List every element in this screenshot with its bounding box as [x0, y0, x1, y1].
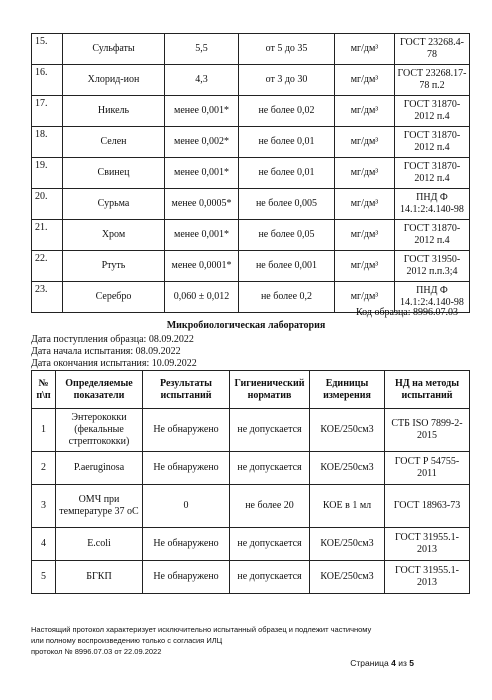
cell-method: ГОСТ 18963-73	[385, 485, 470, 528]
cell-norm: не более 0,2	[239, 282, 335, 313]
table-header-row	[32, 371, 470, 409]
cell-unit: мг/дм³	[335, 220, 395, 251]
cell-result: Не обнаружено	[143, 452, 230, 485]
chemical-results-table	[31, 33, 470, 313]
cell-name: Хлорид-ион	[63, 65, 165, 96]
microbiology-results-table	[31, 370, 470, 594]
cell-result: 0	[143, 485, 230, 528]
table-row	[32, 158, 470, 189]
cell-num: 22.	[32, 251, 63, 282]
cell-num: 1	[32, 409, 56, 452]
cell-name: Никель	[63, 96, 165, 127]
cell-num: 20.	[32, 189, 63, 220]
cell-unit: мг/дм³	[335, 96, 395, 127]
page-total: 5	[409, 658, 414, 668]
cell-result: менее 0,002*	[165, 127, 239, 158]
lab-title: Микробиологическая лаборатория	[166, 320, 326, 331]
footer-note	[31, 624, 371, 657]
cell-unit: мг/дм³	[335, 34, 395, 65]
cell-norm: не более 0,001	[239, 251, 335, 282]
date-end: Дата окончания испытания: 10.09.2022	[31, 358, 197, 369]
table-row	[32, 34, 470, 65]
cell-result: 0,060 ± 0,012	[165, 282, 239, 313]
table-row	[32, 452, 470, 485]
footer-line: Настоящий протокол характеризует исключительно испытанный образец и подлежит частичному	[31, 625, 372, 634]
page-of: из	[398, 658, 407, 668]
table-row	[32, 220, 470, 251]
cell-name: Хром	[63, 220, 165, 251]
cell-num: 3	[32, 485, 56, 528]
cell-norm: от 5 до 35	[239, 34, 335, 65]
table-row	[32, 528, 470, 561]
page-number	[350, 658, 414, 668]
cell-norm: не допускается	[230, 561, 310, 594]
cell-result: Не обнаружено	[143, 409, 230, 452]
cell-norm: не более 0,005	[239, 189, 335, 220]
cell-num: 4	[32, 528, 56, 561]
table-row	[32, 409, 470, 452]
footer-line: протокол № 8996.07.03 от 22.09.2022	[31, 647, 162, 656]
cell-unit: мг/дм³	[335, 282, 395, 313]
footer-line: или полному воспроизведению только с согласия ИЛЦ	[31, 636, 223, 645]
cell-std: ГОСТ 31870-2012 п.4	[395, 158, 470, 189]
cell-name: E.coli	[56, 528, 143, 561]
cell-result: 4,3	[165, 65, 239, 96]
table-row	[32, 189, 470, 220]
cell-result: 5,5	[165, 34, 239, 65]
cell-unit: мг/дм³	[335, 251, 395, 282]
cell-name: Сурьма	[63, 189, 165, 220]
cell-norm: не допускается	[230, 409, 310, 452]
page-label: Страница	[350, 658, 389, 668]
cell-result: менее 0,0001*	[165, 251, 239, 282]
cell-result: менее 0,0005*	[165, 189, 239, 220]
date-received: Дата поступления образца: 08.09.2022	[31, 334, 194, 345]
cell-name: ОМЧ при температуре 37 оС	[56, 485, 143, 528]
header-unit: Единицы измерения	[310, 371, 385, 409]
cell-std: ГОСТ 23268.17-78 п.2	[395, 65, 470, 96]
cell-unit: КОЕ/250см3	[310, 409, 385, 452]
cell-num: 15.	[32, 34, 63, 65]
cell-method: ГОСТ 31955.1-2013	[385, 561, 470, 594]
cell-num: 5	[32, 561, 56, 594]
table-row	[32, 96, 470, 127]
cell-std: ПНД Ф 14.1:2:4.140-98	[395, 189, 470, 220]
cell-num: 21.	[32, 220, 63, 251]
cell-num: 23.	[32, 282, 63, 313]
cell-method: ГОСТ 31955.1-2013	[385, 528, 470, 561]
cell-unit: мг/дм³	[335, 189, 395, 220]
header-norm: Гигиенический норматив	[230, 371, 310, 409]
cell-num: 19.	[32, 158, 63, 189]
cell-num: 2	[32, 452, 56, 485]
table-row	[32, 561, 470, 594]
cell-name: Селен	[63, 127, 165, 158]
cell-method: ГОСТ Р 54755-2011	[385, 452, 470, 485]
cell-name: Ртуть	[63, 251, 165, 282]
cell-norm: не более 0,05	[239, 220, 335, 251]
cell-unit: КОЕ/250см3	[310, 561, 385, 594]
cell-std: ПНД Ф 14.1:2:4.140-98	[395, 282, 470, 313]
cell-unit: мг/дм³	[335, 158, 395, 189]
table-row	[32, 65, 470, 96]
cell-norm: не допускается	[230, 452, 310, 485]
cell-unit: мг/дм³	[335, 127, 395, 158]
sample-code: Код образца: 8996.07.03	[356, 307, 459, 318]
cell-name: Сульфаты	[63, 34, 165, 65]
header-num: № п\п	[32, 371, 56, 409]
cell-num: 18.	[32, 127, 63, 158]
cell-norm: не более 20	[230, 485, 310, 528]
header-method: НД на методы испытаний	[385, 371, 470, 409]
cell-std: ГОСТ 31870-2012 п.4	[395, 220, 470, 251]
cell-norm: не более 0,01	[239, 127, 335, 158]
cell-norm: от 3 до 30	[239, 65, 335, 96]
table-row	[32, 251, 470, 282]
cell-unit: мг/дм³	[335, 65, 395, 96]
cell-result: Не обнаружено	[143, 561, 230, 594]
cell-norm: не более 0,01	[239, 158, 335, 189]
cell-std: ГОСТ 23268.4-78	[395, 34, 470, 65]
table-row	[32, 485, 470, 528]
page-current: 4	[391, 658, 396, 668]
header-result: Результаты испытаний	[143, 371, 230, 409]
cell-unit: КОЕ/250см3	[310, 452, 385, 485]
cell-name: Серебро	[63, 282, 165, 313]
cell-name: БГКП	[56, 561, 143, 594]
cell-name: Свинец	[63, 158, 165, 189]
cell-unit: КОЕ/250см3	[310, 528, 385, 561]
table-row	[32, 127, 470, 158]
cell-std: ГОСТ 31870-2012 п.4	[395, 127, 470, 158]
cell-result: менее 0,001*	[165, 158, 239, 189]
date-start: Дата начала испытания: 08.09.2022	[31, 346, 181, 357]
cell-method: СТБ ISO 7899-2-2015	[385, 409, 470, 452]
cell-result: менее 0,001*	[165, 220, 239, 251]
cell-result: менее 0,001*	[165, 96, 239, 127]
cell-unit: КОЕ в 1 мл	[310, 485, 385, 528]
cell-name: P.aeruginosa	[56, 452, 143, 485]
cell-result: Не обнаружено	[143, 528, 230, 561]
cell-std: ГОСТ 31870-2012 п.4	[395, 96, 470, 127]
cell-std: ГОСТ 31950-2012 п.п.3;4	[395, 251, 470, 282]
cell-num: 17.	[32, 96, 63, 127]
cell-norm: не более 0,02	[239, 96, 335, 127]
cell-num: 16.	[32, 65, 63, 96]
cell-name: Энтерококки (фекальные стрептококки)	[56, 409, 143, 452]
cell-norm: не допускается	[230, 528, 310, 561]
header-indicator: Определяемые показатели	[56, 371, 143, 409]
